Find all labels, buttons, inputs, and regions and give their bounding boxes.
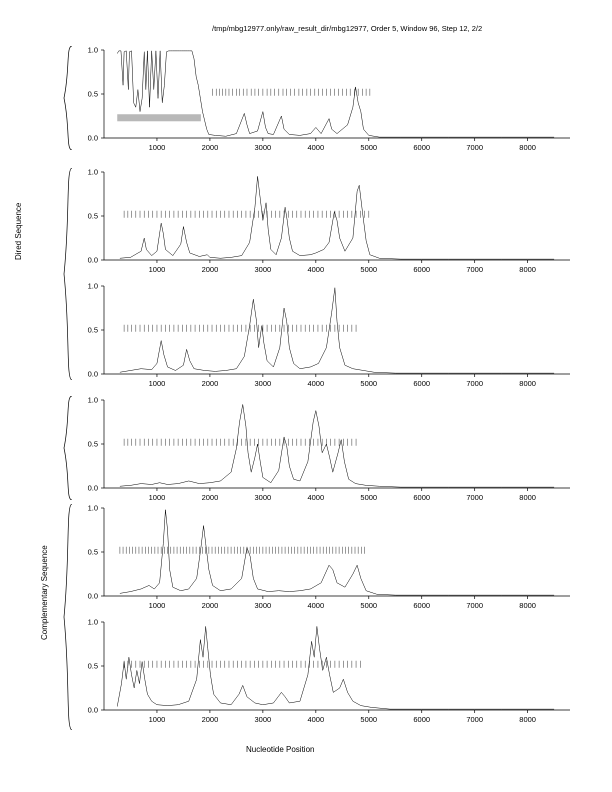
- x-tick-label: 8000: [519, 265, 536, 274]
- figure-title: /tmp/mbg12977.only/raw_result_dir/mbg12977, Order 5, Window 96, Step 12, 2/2: [212, 24, 483, 33]
- y-tick-label: 1.0: [87, 617, 98, 627]
- x-tick-label: 8000: [519, 143, 536, 152]
- y-tick-label: 0.5: [87, 211, 98, 221]
- x-tick-label: 3000: [254, 379, 272, 388]
- x-tick-label: 6000: [413, 715, 431, 724]
- y-tick-label: 0.0: [87, 705, 98, 715]
- x-tick-label: 2000: [201, 143, 219, 152]
- x-axis-label: Nucleotide Position: [246, 745, 315, 754]
- y-tick-label: 0.0: [87, 369, 98, 379]
- brace-panel-4: [62, 396, 74, 500]
- x-tick-label: 8000: [519, 601, 536, 610]
- highlight-band: [117, 114, 201, 121]
- y-tick-label: 1.0: [87, 503, 98, 513]
- y-tick-label: 0.5: [87, 89, 98, 99]
- x-tick-label: 5000: [360, 715, 378, 724]
- x-tick-label: 1000: [148, 265, 166, 274]
- x-tick-label: 8000: [519, 493, 536, 502]
- y-tick-label: 0.0: [87, 483, 98, 493]
- y-axis-label-complementary: Complementary Sequence: [40, 545, 49, 640]
- y-tick-label: 1.0: [87, 395, 98, 405]
- y-tick-label: 1.0: [87, 167, 98, 177]
- x-tick-label: 2000: [201, 493, 219, 502]
- y-tick-label: 0.5: [87, 547, 98, 557]
- chart-panel-4: [56, 394, 576, 506]
- x-tick-label: 3000: [254, 143, 272, 152]
- x-tick-label: 2000: [201, 379, 219, 388]
- x-tick-label: 7000: [466, 379, 484, 388]
- x-tick-label: 7000: [466, 601, 484, 610]
- x-tick-label: 3000: [254, 715, 272, 724]
- y-tick-label: 0.5: [87, 325, 98, 335]
- x-tick-label: 8000: [519, 379, 536, 388]
- x-tick-label: 1000: [148, 715, 166, 724]
- chart-panel-3: [56, 280, 576, 392]
- x-tick-label: 5000: [360, 601, 378, 610]
- x-tick-label: 1000: [148, 379, 166, 388]
- axis-spine: [104, 50, 570, 138]
- x-tick-label: 7000: [466, 715, 484, 724]
- y-tick-label: 1.0: [87, 281, 98, 291]
- x-tick-label: 1000: [148, 493, 166, 502]
- x-tick-label: 3000: [254, 493, 272, 502]
- x-tick-label: 1000: [148, 601, 166, 610]
- y-tick-label: 0.0: [87, 133, 98, 143]
- score-trace: [120, 176, 554, 259]
- x-tick-label: 3000: [254, 265, 272, 274]
- x-tick-label: 6000: [413, 493, 431, 502]
- brace-panel-1: [62, 46, 74, 150]
- chart-panel-2: [56, 166, 576, 278]
- x-tick-label: 6000: [413, 379, 431, 388]
- x-tick-label: 4000: [307, 601, 325, 610]
- score-trace: [120, 510, 554, 595]
- y-tick-label: 0.5: [87, 439, 98, 449]
- x-tick-label: 2000: [201, 601, 219, 610]
- y-tick-label: 0.5: [87, 661, 98, 671]
- chart-panel-1: [56, 44, 576, 156]
- x-tick-label: 4000: [307, 715, 325, 724]
- x-tick-label: 3000: [254, 601, 272, 610]
- x-tick-label: 6000: [413, 265, 431, 274]
- x-tick-label: 7000: [466, 493, 484, 502]
- x-tick-label: 7000: [466, 265, 484, 274]
- y-tick-label: 0.0: [87, 255, 98, 265]
- x-tick-label: 2000: [201, 265, 219, 274]
- x-tick-label: 5000: [360, 493, 378, 502]
- score-trace: [120, 404, 554, 487]
- x-tick-label: 2000: [201, 715, 219, 724]
- score-trace: [117, 626, 554, 709]
- x-tick-label: 4000: [307, 265, 325, 274]
- chart-panel-6: [56, 616, 576, 728]
- brace-dired-group: [62, 168, 74, 380]
- x-tick-label: 6000: [413, 601, 431, 610]
- x-tick-label: 5000: [360, 265, 378, 274]
- y-tick-label: 1.0: [87, 45, 98, 55]
- x-tick-label: 5000: [360, 143, 378, 152]
- y-tick-label: 0.0: [87, 591, 98, 601]
- x-tick-label: 1000: [148, 143, 166, 152]
- x-tick-label: 5000: [360, 379, 378, 388]
- score-trace: [117, 51, 554, 137]
- x-tick-label: 8000: [519, 715, 536, 724]
- x-tick-label: 4000: [307, 379, 325, 388]
- x-tick-label: 6000: [413, 143, 431, 152]
- brace-complementary-group: [62, 504, 74, 730]
- score-trace: [120, 288, 554, 373]
- x-tick-label: 4000: [307, 143, 325, 152]
- x-tick-label: 4000: [307, 493, 325, 502]
- chart-panel-5: [56, 502, 576, 614]
- x-tick-label: 7000: [466, 143, 484, 152]
- y-axis-label-dired: Dired Sequence: [14, 202, 23, 260]
